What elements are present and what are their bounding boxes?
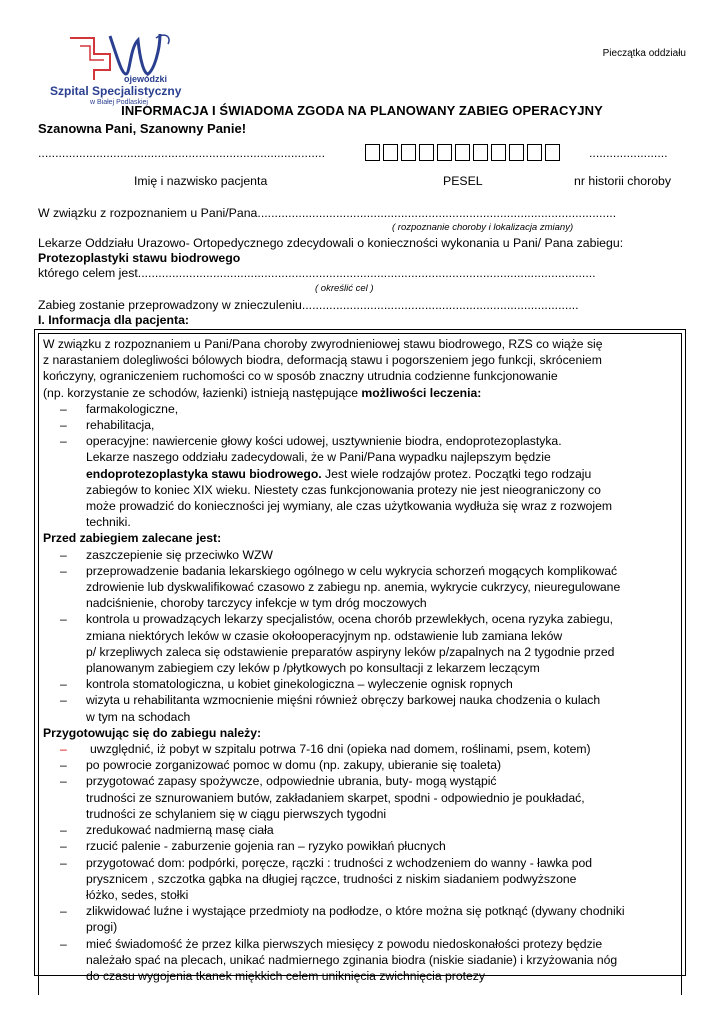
list-item-cont: należało spać na plecach, unikać nadmiernego zginania biodra (niskie siadanie) i krzyżowania nóg: [86, 952, 618, 967]
hospital-logo: [40, 30, 210, 105]
list-item: – zlikwidować luźne i wystające przedmioty na podłodze, o które można się potknąć (dywany chodniki: [60, 904, 625, 919]
preparation-heading: Przygotowując się do zabiegu należy:: [43, 725, 262, 740]
pesel-digit-box[interactable]: [527, 144, 542, 161]
pre-surgery-heading: Przed zabiegiem zalecane jest:: [43, 531, 222, 546]
list-item-cont: do czasu wygojenia tkanek miękkich celem uniknięcia zwichnięcia protezy: [86, 968, 485, 983]
diagnosis-hint: ( rozpoznanie choroby i lokalizacja zmiany): [392, 222, 574, 233]
list-item-cont: Lekarze naszego oddziału zadecydowali, że w Pani/Pana wypadku najlepszym będzie: [86, 450, 551, 465]
dash-bullet: –: [60, 418, 67, 433]
procedure-name: Protezoplastyki stawu biodrowego: [38, 251, 241, 265]
pesel-digit-box[interactable]: [491, 144, 506, 161]
decision-text: Lekarze Oddziału Urazowo- Ortopedycznego zdecydowali o konieczności wykonania u Pani/ Pana zabiegu:: [38, 236, 624, 250]
patient-info-box: [34, 329, 686, 983]
list-item: – przygotować dom: podpórki, poręcze, rączki : trudności z wchodzeniem do wanny - ławka pod: [60, 855, 593, 870]
document-title: INFORMACJA I ŚWIADOMA ZGODA NA PLANOWANY ZABIEG OPERACYJNY: [121, 103, 603, 118]
list-item: – uwzględnić, iż pobyt w szpitalu potrwa 7-16 dni (opieka nad domem, roślinami, psem, kotem): [60, 742, 591, 757]
section1-title: I. Informacja dla pacjenta:: [38, 313, 190, 327]
list-item: – kontrola stomatologiczna, u kobiet ginekologiczna – wyleczenie ognisk ropnych: [60, 677, 513, 692]
list-item: – po powrocie zorganizować pomoc w domu (np. zakupy, ubieranie się toaleta): [60, 758, 502, 773]
goal-hint: ( określić cel ): [315, 283, 374, 294]
intro-line: W związku z rozpoznaniem u Pani/Pana choroby zwyrodnieniowej stawu biodrowego, RZS co wiąże się: [43, 337, 603, 351]
list-item: – zredukować nadmierną masę ciała: [60, 823, 274, 838]
pesel-digit-box[interactable]: [437, 144, 452, 161]
goal-line[interactable]: którego celem jest......................................................................................................................................: [38, 266, 596, 280]
list-item-cont: łóżko, sedes, stołki: [86, 887, 189, 902]
pesel-digit-box[interactable]: [383, 144, 398, 161]
list-item-cont: planowanym zabiegiem czy leków p /płytkowych po konsultacji z lekarzem leczącym: [86, 661, 540, 676]
greeting: Szanowna Pani, Szanowny Panie!: [38, 121, 247, 136]
diagnosis-line[interactable]: W związku z rozpoznaniem u Pani/Pana.........................................................................................................: [38, 206, 617, 220]
list-item: – rzucić palenie - zaburzenie gojenia ran – ryzyko powikłań płucnych: [60, 839, 446, 854]
list-item-cont: zdrowienie lub dyskwalifikować czasowo z zabiegu np. anemia, wykrycie cukrzycy, nieuregulowane: [86, 580, 621, 595]
pesel-digit-box[interactable]: [401, 144, 416, 161]
pesel-digit-box[interactable]: [419, 144, 434, 161]
pesel-label: PESEL: [443, 174, 483, 188]
history-label: nr historii choroby: [574, 174, 672, 188]
intro-text: (np. korzystanie ze schodów, łazienki) istnieją następujące: [43, 385, 362, 400]
list-item-cont: p/ krzepliwych zaleca się odstawienie preparatów aspiryny leków p/zapalnych na 2 tygodnie przed: [86, 644, 615, 659]
logo-text-line2: Szpital Specjalistyczny: [50, 84, 182, 98]
pesel-digit-box[interactable]: [509, 144, 524, 161]
list-item: – mieć świadomość że przez kilka pierwszych miesięcy z powodu niedoskonałości protezy będzie: [60, 936, 603, 951]
pesel-digit-box[interactable]: [545, 144, 560, 161]
list-item-cont: może prowadzić do konieczności jej wymiany, ale czas użytkowania wydłuża się wraz z rozwojem: [86, 499, 613, 514]
list-item-cont: progi): [86, 920, 118, 935]
pesel-digit-box[interactable]: [473, 144, 488, 161]
list-item-cont: endoprotezoplastyka stawu biodrowego. Jest wiele rodzajów protez. Początki tego rodzaju: [86, 466, 592, 481]
list-item: – operacyjne: nawiercenie głowy kości udowej, usztywnienie biodra, endoprotezoplastyka.: [60, 434, 562, 449]
logo-text-line1: ojewódzki: [124, 74, 168, 84]
intro-line: kończyny, ograniczeniem ruchomości co w sposób znaczny utrudnia codzienne funkcjonowanie: [43, 369, 558, 384]
dash-bullet: –: [60, 434, 67, 449]
list-item: – wizyta u rehabilitanta wzmocnienie mięśni również obręczy barkowej nauka chodzenia o kulach: [60, 693, 601, 708]
list-item-cont: nadciśnienie, choroby tarczycy infekcje w tym dróg moczowych: [86, 596, 427, 611]
dash-bullet: –: [60, 401, 67, 416]
list-item-cont: w tym na schodach: [86, 709, 191, 724]
list-item-cont: trudności ze schylaniem się w ciągu pierwszych tygodni: [86, 806, 387, 821]
list-item: – farmakologiczne,: [60, 401, 179, 416]
patient-info-content: [38, 333, 682, 995]
intro-line: z narastaniem dolegliwości bólowych biodra, deformacją stawu i pogorszeniem jego funkcji, skróceniem: [43, 353, 602, 368]
list-item: – zaszczepienie się przeciwko WZW: [60, 547, 273, 562]
logo-text-line3: w Białej Podlaskiej: [90, 99, 148, 106]
list-item-cont: zmiana niektórych leków w czasie okołooperacyjnym np. odstawienie lub zamiana leków: [86, 628, 563, 643]
pesel-field[interactable]: [365, 144, 563, 161]
intro-line: [43, 385, 677, 401]
list-item: – przygotować zapasy spożywcze, odpowiednie ubrania, buty- mogą wystąpić: [60, 774, 497, 789]
patient-name-field[interactable]: ....................................................................................: [38, 146, 325, 160]
pesel-digit-box[interactable]: [455, 144, 470, 161]
list-item-cont: zabiegów to koniec XIX wieku. Niestety czas funkcjonowania protezy nie jest nieograniczony co: [86, 482, 601, 497]
anesthesia-line[interactable]: Zabieg zostanie przeprowadzony w znieczuleniu.................................................................................: [38, 298, 579, 312]
department-stamp-label: Pieczątka oddziału: [602, 48, 686, 59]
name-label: Imię i nazwisko pacjenta: [134, 174, 268, 188]
list-item-cont: techniki.: [86, 515, 131, 530]
list-item-cont: prysznicem , szczotka gąbka na długiej rączce, trudności z niskim siadaniem podwyższone: [86, 871, 577, 886]
list-item-cont: trudności ze sznurowaniem butów, zakładaniem skarpet, spodni - odpowiednio je poukładać,: [86, 790, 585, 805]
treatment-options-heading: możliwości leczenia:: [361, 385, 482, 400]
history-number-field[interactable]: .......................: [589, 146, 668, 160]
list-item: – rehabilitacja,: [60, 418, 155, 433]
pesel-digit-box[interactable]: [365, 144, 380, 161]
list-item: – przeprowadzenie badania lekarskiego ogólnego w celu wykrycia schorzeń mogących komplikować: [60, 563, 618, 578]
list-item: – kontrola u prowadzących lekarzy specjalistów, ocena chorób przewlekłych, ocena ryzyka zabiegu,: [60, 612, 614, 627]
